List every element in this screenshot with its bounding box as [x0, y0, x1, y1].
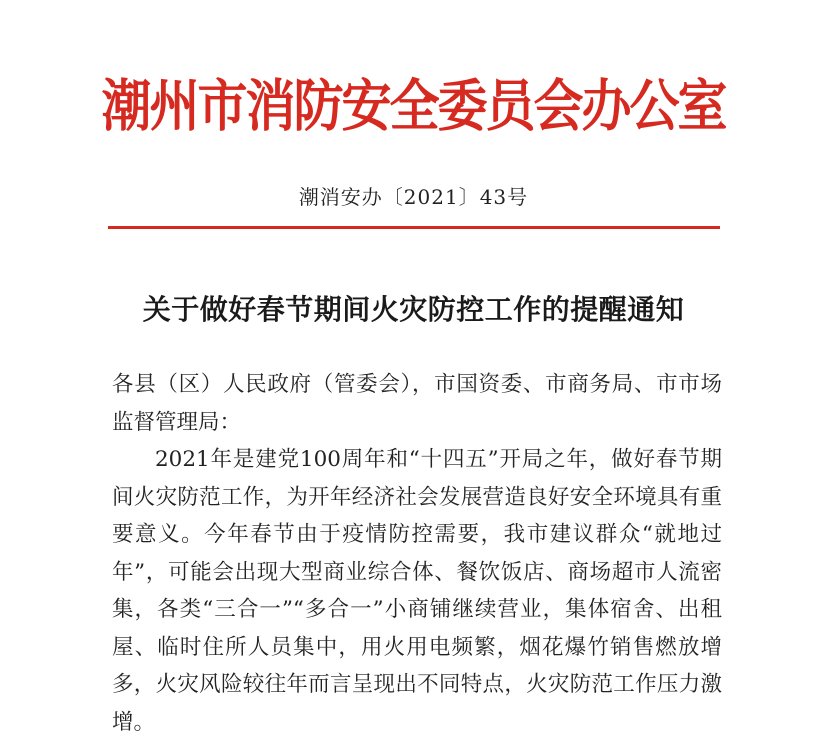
document-title: 关于做好春节期间火灾防控工作的提醒通知 [142, 293, 685, 326]
issuer-masthead: 潮州市消防安全委员会办公室 [101, 72, 726, 140]
salutation: 各县（区）人民政府（管委会），市国资委、市商务局、市市场监督管理局： [112, 372, 722, 435]
document-number: 潮消安办〔2021〕43号 [298, 185, 529, 209]
document-body [112, 366, 722, 741]
red-divider-line [108, 226, 720, 229]
body-paragraph: 2021年是建党100周年和“十四五”开局之年，做好春节期间火灾防范工作，为开年经济社会发展营造良好安全环境具有重要意义。今年春节由于疫情防控需要，我市建议群众“就地过年”，可能会出现大型商业综合体、餐饮饭店、商场超市人流密集，各类“三合一”“多合一”小商铺继续营业，集体宿舍、出租屋、临时住所人员集中，用火用电频繁，烟花爆竹销售燃放增多，火灾风险较往年而言呈现出不同特点，火灾防范工作压力激增。 [112, 447, 722, 735]
